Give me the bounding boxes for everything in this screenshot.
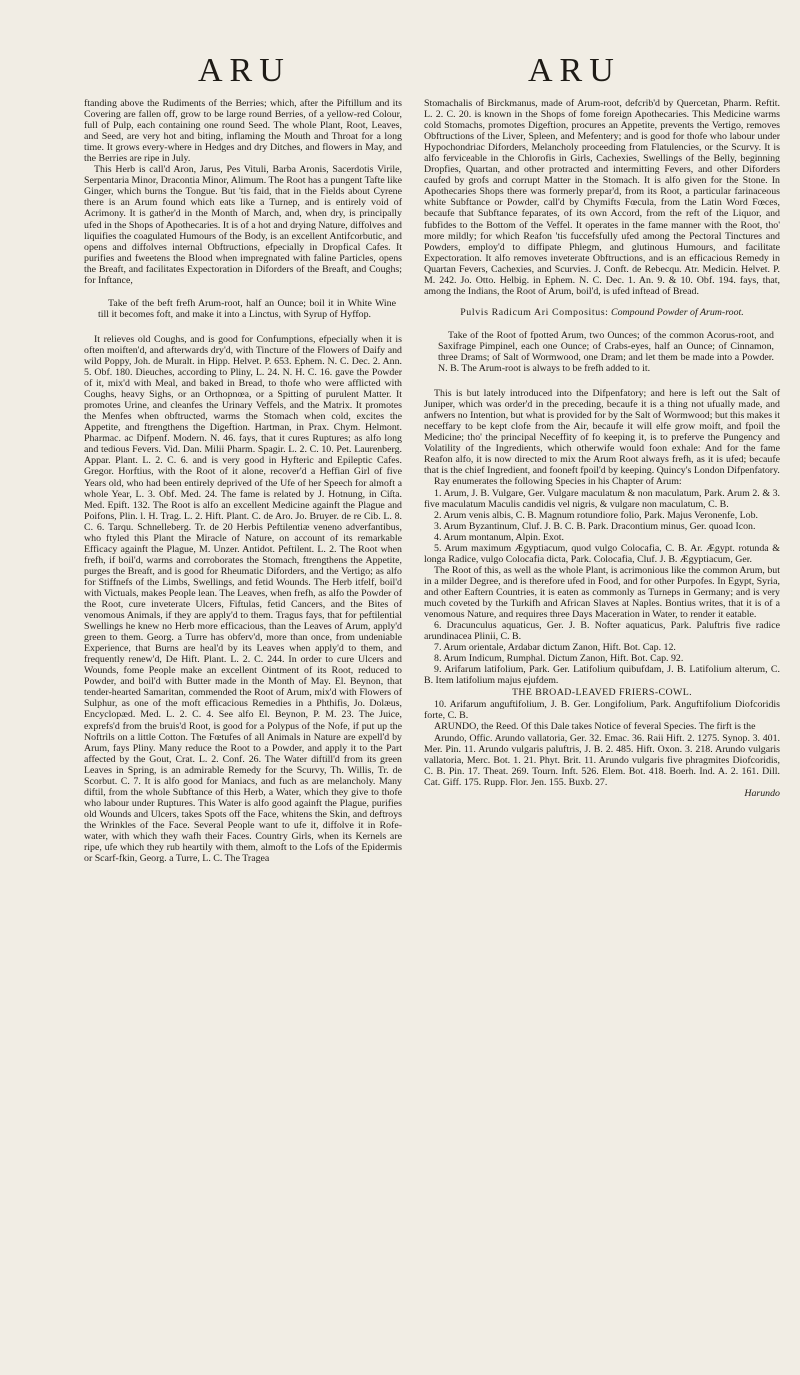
species-entry: 4. Arum montanum, Alpin. Exot.	[434, 531, 565, 543]
recipe-text: Take of the Root of fpotted Arum, two Ounces; of the common Acorus-root, and Saxifrage Pimpinel, each one Ounce; of Crabs-eyes, half an Ounce; of Cinnamon, three Drams; of Salt of Wormwood, one Dram; and let them be made into a Powder. N. B. The Arum-root is always to be frefh added to it.	[438, 329, 774, 375]
left-column	[84, 98, 402, 864]
species-entry: 3. Arum Byzantinum, Cluf. J. B. C. B. Park. Dracontium minus, Ger. quoad Icon.	[434, 520, 756, 532]
paragraph: The Root of this, as well as the whole Plant, is acrimonious like the common Arum, but in a milder Degree, and is therefore ufed in Food, and for other Purpofes. In Egypt, Syria, and other Eaftern Countries, it is eaten as commonly as Turneps in Germany; and is very much coveted by the Turkifh and African Slaves at Naples. Bontius writes, that it is of a venomous Nature, and requires three Days Maceration in Water, to render it eatable.	[424, 564, 780, 621]
heading-subtitle: Compound Powder of Arum-root.	[611, 306, 744, 318]
section-heading	[424, 307, 780, 318]
recipe-text: Take of the beft frefh Arum-root, half an Ounce; boil it in White Wine till it becomes foft, and make it into a Linctus, with Syrup of Hyffop.	[98, 297, 396, 320]
species-entry: 1. Arum, J. B. Vulgare, Ger. Vulgare maculatum & non maculatum, Park. Arum 2. & 3. five maculatum Maculis candidis vel nigris, & vulgare non maculatum, C. B.	[424, 487, 780, 510]
paragraph: Stomachalis of Birckmanus, made of Arum-root, defcrib'd by Quercetan, Pharm. Reftit. L. 2. C. 20. is known in the Shops of fome foreign Apothecaries. This Medicine warms cold Stomachs, promotes Digeftion, procures an Appetite, prevents the Vertigo, removes Obftructions of the Liver, Spleen, and Mefentery; and is good for thofe who labour under Hypochondriac Diforders, Melancholy proceeding from Flatulencies, or the Scurvy. It is alfo ferviceable in the Chlorofis in Girls, Cachexies, Swellings of the Belly, beginning Dropfies, Quartan, and other protracted and intermitting Fevers, and other Diforders caufed by grofs and corrupt Matter in the Stomach. It is alfo given for the Stone. In Apothecaries Shops there was formerly prepar'd, from its Root, a particular farinaceous white Subftance or Powder, call'd by Chymifts Fœcula, from the Latin Word Fœces, becaufe that Subftance feparates, of its own Accord, from the reft of the Liquor, and fubfides to the Bottom of the Veffel. It operates in the fame manner with the Root, tho' more mildly; for which Reafon 'tis fuccefsfully ufed among the Pectoral Tinctures and Powders, employ'd to diffipate Phlegm, and glutinous Humours, and facilitate Expectoration. It alfo removes inveterate Obftructions, and is an efficacious Remedy in Quartan Fevers, Cachexies, and Scurvies. J. Conft. de Rebecqu. Atr. Medicin. Helvet. P. M. 242. Jo. Otto. Helbig. in Ephem. N. C. Dec. 1. An. 9. & 10. Obf. 194. fays, that, among the Indians, the Root of Arum, boil'd, is ufed inftead of Bread.	[424, 98, 780, 297]
species-entry: 2. Arum venis albis, C. B. Magnum rotundiore folio, Park. Majus Veronenfe, Lob.	[434, 509, 759, 521]
catchword: Harundo	[744, 787, 780, 799]
paragraph: Arundo, Offic. Arundo vallatoria, Ger. 32. Emac. 36. Raii Hift. 2. 1275. Synop. 3. 401. Mer. Pin. 11. Arundo vulgaris paluftris, J. B. 2. 485. Hift. Oxon. 3. 218. Arundo vulgaris vallatoria, Merc. Bot. 1. 21. Phyt. Brit. 11. Arundo vulgaris five phragmites Diofcoridis, C. B. Pin. 17. Theat. 269. Tourn. Inft. 526. Elem. Bot. 418. Boerh. Ind. A. 2. 161. Dill. Cat. Giff. 175. Rupp. Flor. Jen. 155. Buxb. 27.	[424, 732, 780, 788]
running-head-right: ARU	[528, 52, 621, 89]
paragraph: This Herb is call'd Aron, Jarus, Pes Vituli, Barba Aronis, Sacerdotis Virile, Serpentaria Minor, Dracontia Minor, Alimum. The Root has a pungent Tafte like Ginger, which burns the Tongue. But 'tis faid, that in the Fields about Cyrene there is an Arum found which eats like a Turnep, and is entirely void of Acrimony. It is gather'd in the Month of March, and, when dry, is principally ufed in the Shops of Apothecaries. It is of a hot and drying Nature, diffolves and liquifies the coagulated Humours of the Body, is an excellent Antifcorbutic, and opens and diffolves internal Obftructions, efpecially in Dropfical Cafes. It purifies and fweetens the Blood when impregnated with faline Particles, opens the Breaft, and facilitates Expectoration in Diforders of the Breaft, and Coughs; for Inftance,	[84, 164, 402, 286]
species-entry: 8. Arum Indicum, Rumphal. Dictum Zanon, Hift. Bot. Cap. 92.	[434, 653, 684, 665]
recipe-block	[438, 330, 774, 374]
running-head-left: ARU	[198, 52, 291, 89]
paragraph: Ray enumerates the following Species in his Chapter of Arum:	[434, 476, 682, 488]
paragraph: ARUNDO, the Reed. Of this Dale takes Notice of feveral Species. The firft is the	[434, 721, 756, 733]
species-entry: 10. Arifarum anguftifolium, J. B. Ger. Longifolium, Park. Anguftifolium Diofcoridis forte, C. B.	[424, 699, 780, 722]
species-entry: 7. Arum orientale, Ardabar dictum Zanon, Hift. Bot. Cap. 12.	[434, 642, 676, 654]
subheading: THE BROAD-LEAVED FRIERS-COWL.	[511, 687, 693, 699]
species-entry: 5. Arum maximum Ægyptiacum, quod vulgo Colocafia, C. B. Ar. Ægypt. rotunda & longa Radice, vulgo Colocafia dicta, Park. Colocafia, Cluf. J. B. Ægyptiacum, Ger.	[424, 542, 780, 565]
heading-title: Pulvis Radicum Ari Compositus:	[460, 306, 609, 318]
right-column	[424, 98, 780, 799]
paragraph: This is but lately introduced into the Difpenfatory; and here is left out the Salt of Juniper, which was order'd in the preceding, becaufe it is a thing not ufually made, and anfwers no Intention, but what is provided for by the Salt of Wormwood; but this makes it neceffary to be kept clofe from the Air, becaufe it will elfe grow moift, and fpoil the Medicine; tho' the principal Neceffity of fo keeping it, is to preferve the Pungency and Volatility of the Ingredients, which otherwife would foon exhale: And for the fame Reafon alfo, it is now directed to mix the Arum Root always frefh, as it is ufed; becaufe that is the chief Ingredient, and fooneft fpoil'd by keeping. Quincy's London Difpenfatory.	[424, 388, 780, 477]
paragraph: ftanding above the Rudiments of the Berries; which, after the Piftillum and its Covering are fallen off, grow to be large round Berries, of a yellow-red Colour, full of Pulp, each containing one round Seed. The whole Plant, Root, Leaves, and Seed, are very hot and biting, inflaming the Mouth and Throat for a long time. It grows every-where in Hedges and dry Ditches, and flowers in May, and the Berries are ripe in July.	[84, 98, 402, 165]
paragraph: It relieves old Coughs, and is good for Confumptions, efpecially when it is often moiften'd, and afterwards dry'd, with Tincture of the Flowers of Daify and wild Poppy, Joh. de Muralt. in Hipp. Helvet. P. 653. Ephem. N. C. Dec. 2. Ann. 5. Obf. 180. Dieuches, according to Pliny, L. 24. N. H. C. 16. gave the Powder of it, mix'd with Meal, and baked in Bread, to thofe who were afflicted with Coughs, heavy Sighs, or an Orthopnœa, or a Spitting of purulent Matter. It promotes Urine, and cleanfes the Urinary Veffels, and the Matrix. It promotes the Menfes when obftructed, warms the Stomach when cold, excites the Appetite, and ftrengthens the Digeftion. Hartman, in Prax. Chym. Helmont. Pharmac. ac Difpenf. Modern. N. 46. fays, that it cures Ruptures; as alfo long and tedious Fevers. Vid. Dan. Milii Pharm. Spagir. L. 2. C. 10. Pet. Laurenberg. Appar. Plant. L. 2. C. 6. and is very good in Hyfteric and Epileptic Cafes. Gregor. Horftius, with the Root of it alone, recover'd a Heffian Girl of five Years old, who had been entirely deprived of the Ufe of her Speech for almoft a whole Year, L. 3. Obf. Med. 24. The fame is related by J. Hotnung, in Ciſta. Med. Epift. 132. The Root is alfo an excellent Medicine againft the Plague and Poifons, Plin. l. H. Trag. L. 2. Hift. Plant. C. de Aro. Jo. Bruyer. de re Cib. L. 8. C. 6. Tarqu. Schnelleberg. Tr. de 20 Herbis Peftilentiæ veneno adverfantibus, who ftyled this Plant the Miracle of Nature, on account of its remarkable Efficacy againft the Plague, M. Unzer. Antidot. Peftilent. L. 2. The Root when frefh, if boil'd, warms and corroborates the Stomach, ftrengthens the Appetite, purges the Breaft, and is good for Rheumatic Diforders, and the Vertigo; as alfo for Stiffnefs of the Limbs, Swellings, and fetid Wounds. The Herb itfelf, boil'd with Victuals, makes People lean. The Leaves, when frefh, as alfo the Powder of the Root, cure inveterate Ulcers, Fiftulas, fetid Cancers, and the Bites of venomous Animals, if they are apply'd to them. Tragus fays, that for peftilential Swellings he knew no Herb more efficacious, than the Leaves of Arum, apply'd green to them. Georg. a Turre has obferv'd, more than once, from undeniable Experience, that Burns are heal'd by its Leaves when apply'd to them, and frequently renew'd, De Hift. Plant. L. 2. C. 244. In order to cure Ulcers and Wounds, fome People make an excellent Ointment of its Root, reduced to Powder, and boil'd with Butter made in the Month of May. El. Beynon, that tender-hearted Samaritan, commended the Root of Arum, mix'd with Flowers of Sulphur, as one of the moft efficacious Remedies in a Phthifis, Jo. Dolæus, Encyclopæd. Med. L. 2. C. 4. See alfo El. Beynon, P. M. 23. The Juice, exprefs'd from the bruis'd Root, is good for a Polypus of the Nofe, if put up the Noftrils on a little Cotton. The Fœtufes of all Animals in Nature are expell'd by Arum, fays Pliny. Many reduce the Root to a Powder, and apply it to the Part affected by the Gout, Crat. L. 2. Conf. 26. The Water diftill'd from its green Leaves in Spring, is an admirable Remedy for the Scurvy, Th. Willis, Tr. de Scorbut. C. 7. It is alfo good for Maniacs, and fuch as are melancholy. Many diftil, from the whole Subftance of this Herb, a Water, which they give to thofe who labour under Ruptures. This Water is alfo good againft the Plague, purifies old Wounds and Ulcers, takes Spots off the Face, whitens the Skin, and deftroys the Wrinkles of the Face. Several People want to ufe it, diffolve it in Rofe-water, with which they wafh their Faces. Country Girls, when its Kernels are ripe, ufe which they rub heartily with them, almoft to the Lofs of the Epidermis or Scarf-fkin, Georg. a Turre, L. C. The Tragea	[84, 333, 402, 865]
species-entry: 9. Arifarum latifolium, Park. Ger. Latifolium quibufdam, J. B. Latifolium alterum, C. B. Item latifolium majus ejufdem.	[424, 664, 780, 687]
recipe-block	[98, 298, 396, 320]
species-entry: 6. Dracunculus aquaticus, Ger. J. B. Nofter aquaticus, Park. Paluftris five radice arundinacea Plinii, C. B.	[424, 620, 780, 643]
